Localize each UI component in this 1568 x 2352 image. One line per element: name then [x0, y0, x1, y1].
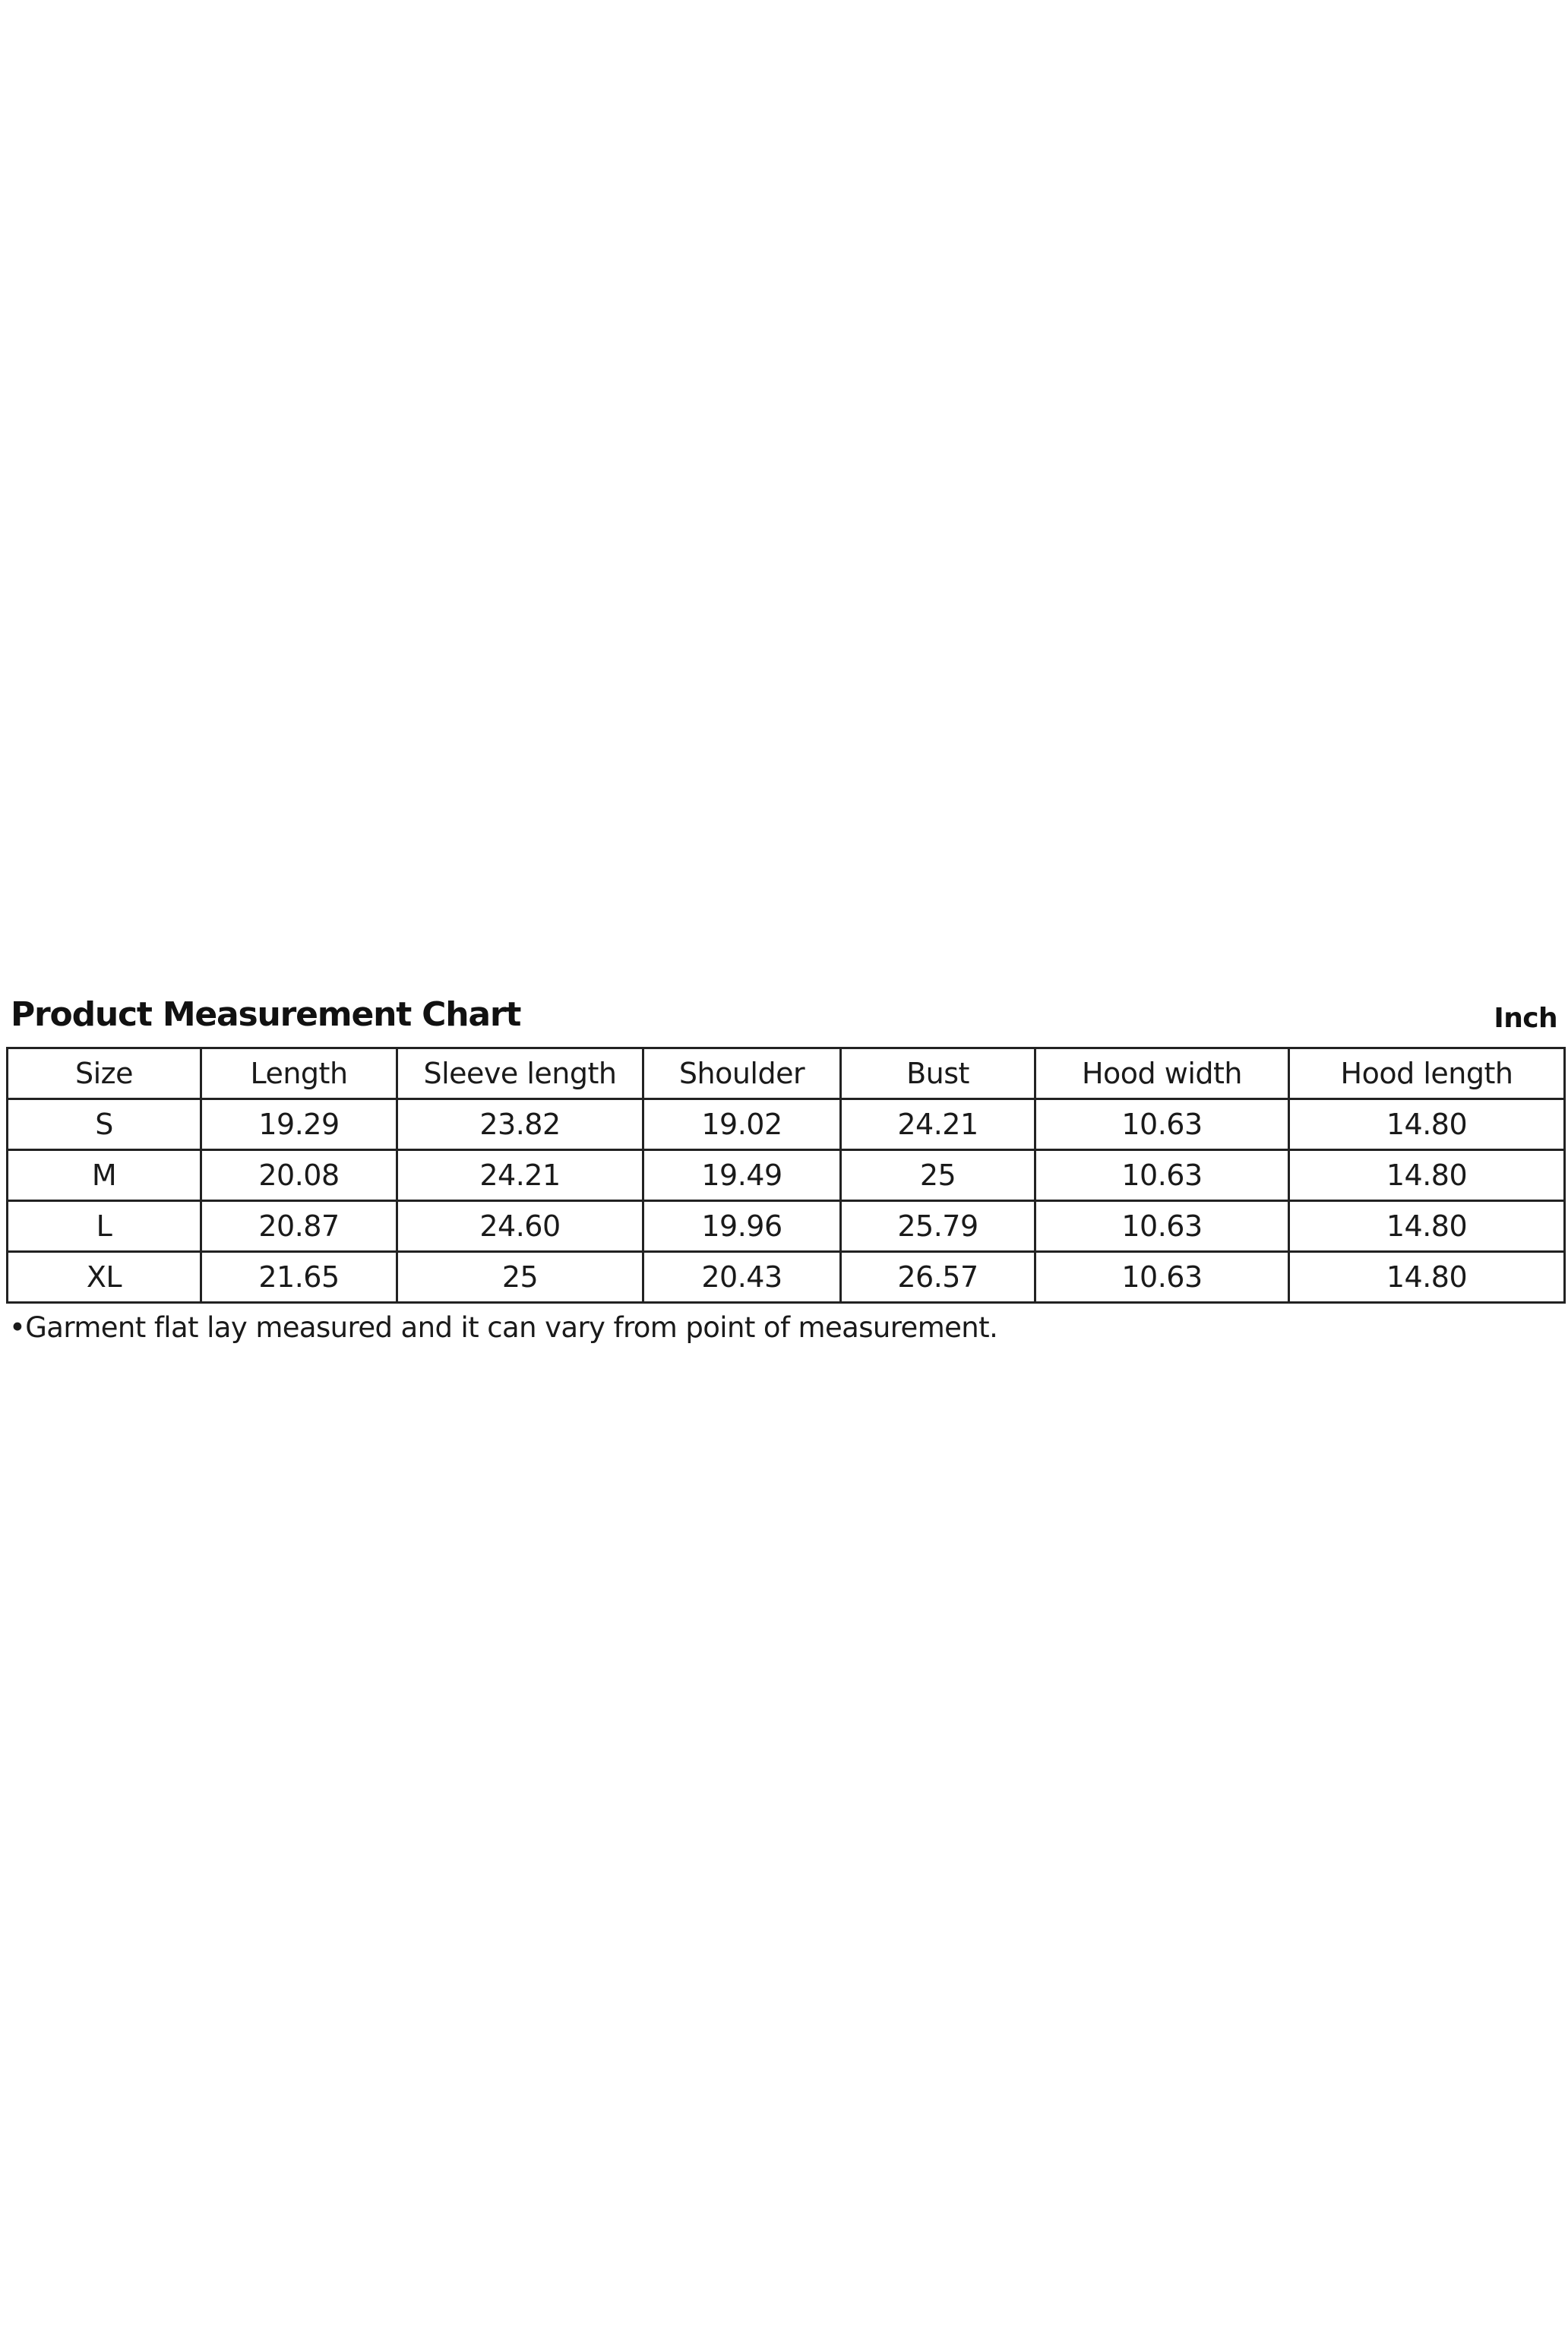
table-row — [8, 1252, 1565, 1303]
table-row — [8, 1099, 1565, 1150]
cell-shoulder: 20.43 — [643, 1252, 841, 1303]
table-row — [8, 1150, 1565, 1201]
header-hood-length: Hood length — [1289, 1048, 1565, 1099]
cell-length: 20.08 — [201, 1150, 397, 1201]
cell-size: L — [8, 1201, 201, 1252]
table-row — [8, 1201, 1565, 1252]
cell-hood-length: 14.80 — [1289, 1099, 1565, 1150]
cell-hood-width: 10.63 — [1035, 1099, 1289, 1150]
header-shoulder: Shoulder — [643, 1048, 841, 1099]
cell-hood-width: 10.63 — [1035, 1252, 1289, 1303]
measurement-chart — [6, 989, 1563, 1344]
measurement-note: •Garment flat lay measured and it can vary from point of measurement. — [9, 1311, 998, 1344]
cell-hood-width: 10.63 — [1035, 1150, 1289, 1201]
cell-length: 20.87 — [201, 1201, 397, 1252]
cell-hood-length: 14.80 — [1289, 1201, 1565, 1252]
cell-shoulder: 19.02 — [643, 1099, 841, 1150]
cell-length: 19.29 — [201, 1099, 397, 1150]
chart-header — [6, 989, 1563, 1047]
table-header-row — [8, 1048, 1565, 1099]
cell-sleeve-length: 25 — [397, 1252, 643, 1303]
cell-bust: 25 — [841, 1150, 1035, 1201]
cell-hood-length: 14.80 — [1289, 1252, 1565, 1303]
cell-sleeve-length: 24.21 — [397, 1150, 643, 1201]
header-sleeve-length: Sleeve length — [397, 1048, 643, 1099]
cell-size: S — [8, 1099, 201, 1150]
measurement-table — [6, 1047, 1566, 1304]
header-bust: Bust — [841, 1048, 1035, 1099]
header-hood-width: Hood width — [1035, 1048, 1289, 1099]
cell-hood-length: 14.80 — [1289, 1150, 1565, 1201]
cell-bust: 25.79 — [841, 1201, 1035, 1252]
cell-size: M — [8, 1150, 201, 1201]
cell-hood-width: 10.63 — [1035, 1201, 1289, 1252]
chart-title: Product Measurement Chart — [11, 995, 521, 1034]
unit-label: Inch — [1494, 1003, 1557, 1034]
cell-shoulder: 19.49 — [643, 1150, 841, 1201]
cell-bust: 26.57 — [841, 1252, 1035, 1303]
cell-bust: 24.21 — [841, 1099, 1035, 1150]
cell-length: 21.65 — [201, 1252, 397, 1303]
cell-sleeve-length: 24.60 — [397, 1201, 643, 1252]
header-length: Length — [201, 1048, 397, 1099]
cell-size: XL — [8, 1252, 201, 1303]
cell-shoulder: 19.96 — [643, 1201, 841, 1252]
cell-sleeve-length: 23.82 — [397, 1099, 643, 1150]
header-size: Size — [8, 1048, 201, 1099]
